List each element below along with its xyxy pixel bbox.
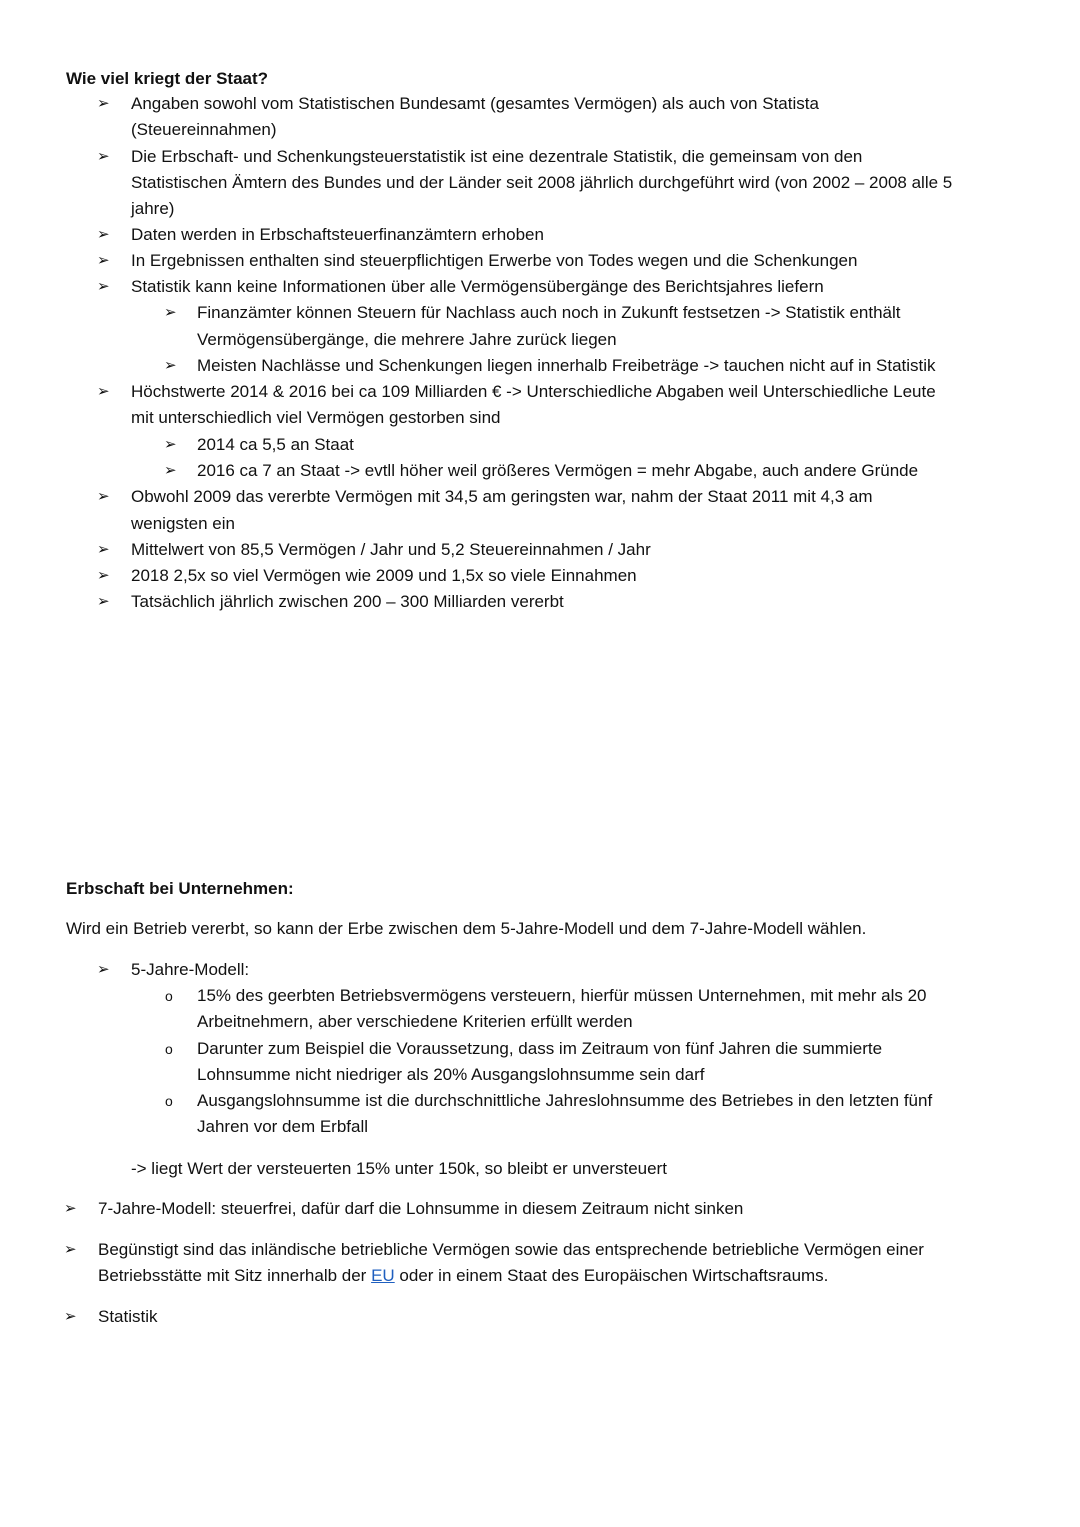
arrow-bullet-icon: ➢ bbox=[97, 278, 110, 295]
arrow-bullet-icon: ➢ bbox=[64, 1308, 77, 1325]
list-item: Obwohl 2009 das vererbte Vermögen mit 34,5 am geringsten war, nahm der Staat 2011 mit 4,3 am bbox=[131, 487, 873, 506]
circle-bullet-icon: o bbox=[165, 1093, 173, 1109]
arrow-bullet-icon: ➢ bbox=[97, 567, 110, 584]
arrow-bullet-icon: ➢ bbox=[97, 95, 110, 112]
list-item-cont bbox=[98, 1263, 828, 1289]
arrow-bullet-icon: ➢ bbox=[164, 436, 177, 453]
eu-text-before: Betriebsstätte mit Sitz innerhalb der bbox=[98, 1266, 372, 1285]
sub-list-item: 15% des geerbten Betriebsvermögens versteuern, hierfür müssen Unternehmen, mit mehr als 20 bbox=[197, 986, 927, 1005]
list-item: 5-Jahre-Modell: bbox=[131, 960, 250, 979]
arrow-bullet-icon: ➢ bbox=[97, 593, 110, 610]
arrow-bullet-icon: ➢ bbox=[97, 961, 110, 978]
list-item-cont: Statistischen Ämtern des Bundes und der Länder seit 2008 jährlich durchgeführt wird (von 2002 – 2008 alle 5 bbox=[131, 173, 953, 192]
list-item-cont: wenigsten ein bbox=[131, 514, 235, 533]
arrow-bullet-icon: ➢ bbox=[164, 462, 177, 479]
sub-list-item: Meisten Nachlässe und Schenkungen liegen innerhalb Freibeträge -> tauchen nicht auf in Statistik bbox=[197, 356, 936, 375]
sub-list-item-cont: Vermögensübergänge, die mehrere Jahre zurück liegen bbox=[197, 330, 617, 349]
eu-link[interactable]: EU bbox=[371, 1266, 395, 1285]
sub-list-item: Finanzämter können Steuern für Nachlass auch noch in Zukunft festsetzen -> Statistik enthält bbox=[197, 303, 901, 322]
list-item-cont: jahre) bbox=[131, 199, 175, 218]
list-item: Tatsächlich jährlich zwischen 200 – 300 Milliarden vererbt bbox=[131, 592, 564, 611]
list-item: 2018 2,5x so viel Vermögen wie 2009 und 1,5x so viele Einnahmen bbox=[131, 566, 637, 585]
list-item: Mittelwert von 85,5 Vermögen / Jahr und 5,2 Steuereinnahmen / Jahr bbox=[131, 540, 651, 559]
list-item: Statistik kann keine Informationen über alle Vermögensübergänge des Berichtsjahres liefern bbox=[131, 277, 824, 296]
arrow-bullet-icon: ➢ bbox=[164, 304, 177, 321]
list-item: Angaben sowohl vom Statistischen Bundesamt (gesamtes Vermögen) als auch von Statista bbox=[131, 94, 819, 113]
sub-list-item: 2016 ca 7 an Staat -> evtll höher weil größeres Vermögen = mehr Abgabe, auch andere Gründe bbox=[197, 461, 919, 480]
eu-text-after: oder in einem Staat des Europäischen Wirtschaftsraums. bbox=[394, 1266, 829, 1285]
sub-list-item-cont: Lohnsumme nicht niedriger als 20% Ausgangslohnsumme sein darf bbox=[197, 1065, 705, 1084]
list-item: 7-Jahre-Modell: steuerfrei, dafür darf die Lohnsumme in diesem Zeitraum nicht sinken bbox=[98, 1199, 744, 1218]
list-item: Höchstwerte 2014 & 2016 bei ca 109 Milliarden € -> Unterschiedliche Abgaben weil Unterschiedliche Leute bbox=[131, 382, 936, 401]
sub-list-item: Darunter zum Beispiel die Voraussetzung, dass im Zeitraum von fünf Jahren die summierte bbox=[197, 1039, 883, 1058]
list-item: In Ergebnissen enthalten sind steuerpflichtigen Erwerbe von Todes wegen und die Schenkungen bbox=[131, 251, 858, 270]
arrow-bullet-icon: ➢ bbox=[64, 1241, 77, 1258]
arrow-bullet-icon: ➢ bbox=[97, 148, 110, 165]
section-heading-unternehmen: Erbschaft bei Unternehmen: bbox=[66, 879, 294, 898]
circle-bullet-icon: o bbox=[165, 1041, 173, 1057]
paragraph-intro: Wird ein Betrieb vererbt, so kann der Erbe zwischen dem 5-Jahre-Modell und dem 7-Jahre-Modell wählen. bbox=[66, 919, 867, 938]
list-item: Begünstigt sind das inländische betriebliche Vermögen sowie das entsprechende betriebliche Vermögen einer bbox=[98, 1240, 924, 1259]
arrow-bullet-icon: ➢ bbox=[97, 252, 110, 269]
sub-list-item-cont: Arbeitnehmern, aber verschiedene Kriterien erfüllt werden bbox=[197, 1012, 633, 1031]
sub-list-item-cont: Jahren vor dem Erbfall bbox=[197, 1117, 369, 1136]
list-item: Die Erbschaft- und Schenkungsteuerstatistik ist eine dezentrale Statistik, die gemeinsam von den bbox=[131, 147, 863, 166]
section-heading-staat: Wie viel kriegt der Staat? bbox=[66, 69, 269, 88]
list-item-cont: mit unterschiedlich viel Vermögen gestorben sind bbox=[131, 408, 501, 427]
arrow-bullet-icon: ➢ bbox=[97, 541, 110, 558]
note-line: -> liegt Wert der versteuerten 15% unter 150k, so bleibt er unversteuert bbox=[131, 1159, 667, 1178]
arrow-bullet-icon: ➢ bbox=[64, 1200, 77, 1217]
arrow-bullet-icon: ➢ bbox=[97, 383, 110, 400]
arrow-bullet-icon: ➢ bbox=[164, 357, 177, 374]
list-item-cont: (Steuereinnahmen) bbox=[131, 120, 277, 139]
arrow-bullet-icon: ➢ bbox=[97, 226, 110, 243]
circle-bullet-icon: o bbox=[165, 988, 173, 1004]
sub-list-item: Ausgangslohnsumme ist die durchschnittliche Jahreslohnsumme des Betriebes in den letzten fünf bbox=[197, 1091, 933, 1110]
list-item: Statistik bbox=[98, 1307, 158, 1326]
list-item: Daten werden in Erbschaftsteuerfinanzämtern erhoben bbox=[131, 225, 544, 244]
sub-list-item: 2014 ca 5,5 an Staat bbox=[197, 435, 354, 454]
arrow-bullet-icon: ➢ bbox=[97, 488, 110, 505]
